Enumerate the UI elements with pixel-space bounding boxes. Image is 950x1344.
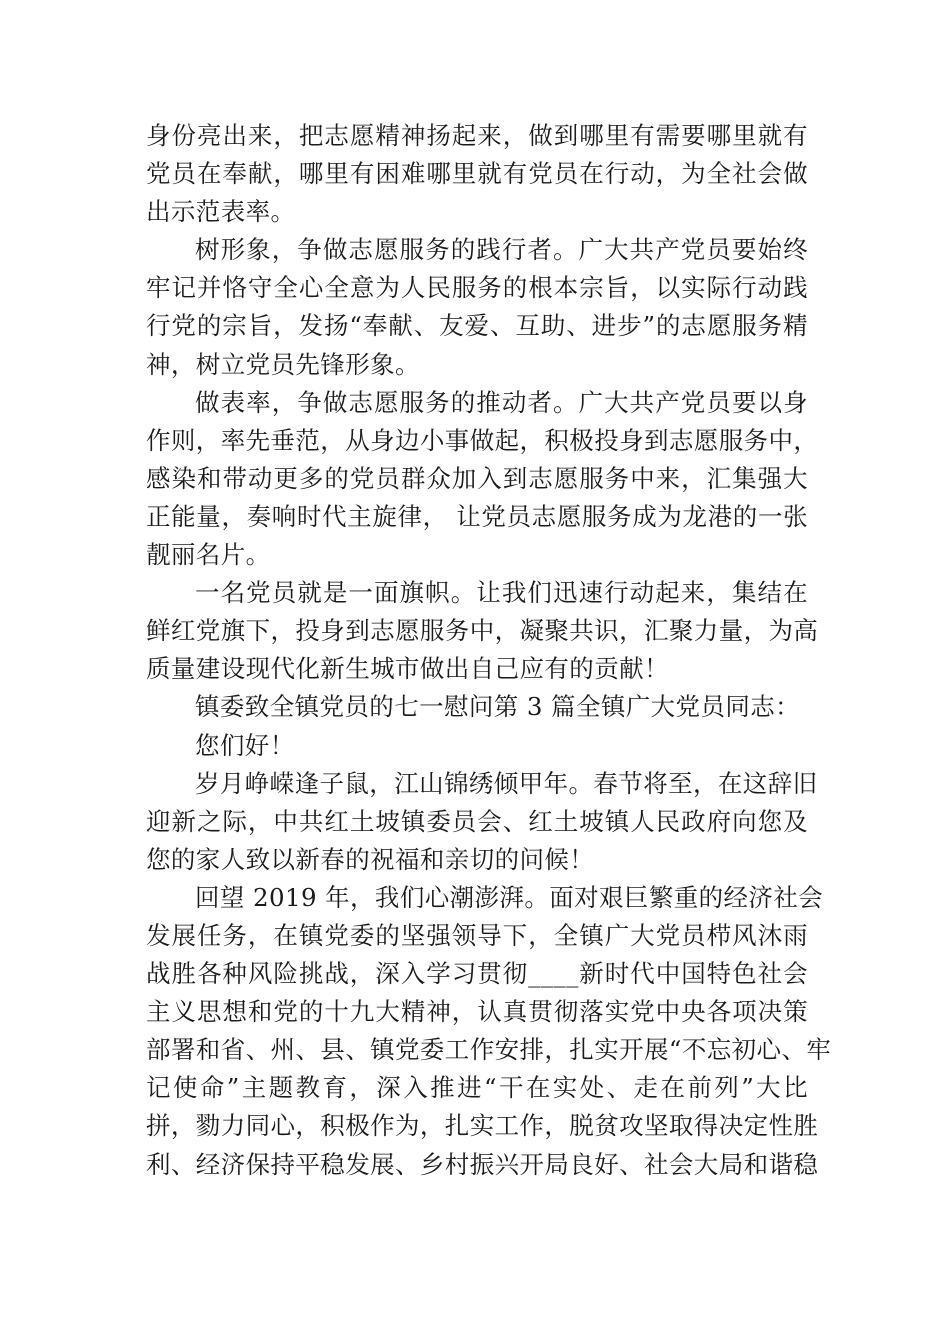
paragraph <box>146 765 818 879</box>
paragraph-line: 树形象，争做志愿服务的践行者。广大共产党员要始终 <box>195 235 808 265</box>
document-body <box>146 117 832 1184</box>
paragraph-line: 利、经济保持平稳发展、乡村振兴开局良好、社会大局和谐稳 <box>146 1149 819 1179</box>
paragraph-line: 岁月峥嵘逢子鼠，江山锦绣倾甲年。春节将至，在这辞旧 <box>195 768 818 798</box>
paragraph-line: 正能量，奏响时代主旋律， 让党员志愿服务成为龙港的一张 <box>146 501 808 531</box>
paragraph-line: 您们好！ <box>195 730 295 760</box>
paragraph-line: 神，树立党员先锋形象。 <box>146 349 420 379</box>
paragraph-line: 行党的宗旨，发扬“奉献、友爱、互助、进步”的志愿服务精 <box>146 311 808 341</box>
paragraph <box>146 117 808 231</box>
paragraph-line: 作则，率先垂范，从身边小事做起，积极投身到志愿服务中， <box>146 425 819 455</box>
paragraph-line: 出示范表率。 <box>146 197 296 227</box>
paragraph-line: 党员在奉献，哪里有困难哪里就有党员在行动，为全社会做 <box>146 159 808 189</box>
paragraph-line: 迎新之际，中共红土坡镇委员会、红土坡镇人民政府向您及 <box>146 806 808 836</box>
paragraph-line: 发展任务，在镇党委的坚强领导下，全镇广大党员栉风沐雨 <box>146 920 808 950</box>
paragraph-line: 您的家人致以新春的祝福和亲切的问候！ <box>146 844 595 874</box>
paragraph <box>146 574 819 688</box>
paragraph <box>146 231 808 383</box>
paragraph-line: 战胜各种风险挑战，深入学习贯彻____新时代中国特色社会 <box>146 959 808 989</box>
paragraph <box>146 879 832 1184</box>
paragraph-line: 牢记并恪守全心全意为人民服务的根本宗旨，以实际行动践 <box>146 273 808 303</box>
paragraph-line: 质量建设现代化新生城市做出自己应有的贡献！ <box>146 654 669 684</box>
paragraph-line: 部署和省、州、县、镇党委工作安排，扎实开展“不忘初心、牢 <box>146 1035 832 1065</box>
paragraph-line: 做表率，争做志愿服务的推动者。广大共产党员要以身 <box>195 387 808 417</box>
paragraph-line: 主义思想和党的十九大精神，认真贯彻落实党中央各项决策 <box>146 997 808 1027</box>
paragraph <box>146 688 808 726</box>
paragraph-line: 拼，勠力同心，积极作为，扎实工作，脱贫攻坚取得决定性胜 <box>146 1111 819 1141</box>
paragraph <box>146 727 808 765</box>
paragraph-line: 回望 2019 年，我们心潮澎湃。面对艰巨繁重的经济社会 <box>195 882 824 912</box>
paragraph <box>146 384 819 574</box>
paragraph-line: 靓丽名片。 <box>146 540 271 570</box>
paragraph-line: 身份亮出来，把志愿精神扬起来，做到哪里有需要哪里就有 <box>146 121 808 150</box>
paragraph-line: 记使命”主题教育，深入推进“干在实处、走在前列”大比 <box>146 1073 808 1103</box>
paragraph-line: 一名党员就是一面旗帜。让我们迅速行动起来，集结在 <box>195 578 808 608</box>
paragraph-line: 感染和带动更多的党员群众加入到志愿服务中来，汇集强大 <box>146 463 808 493</box>
paragraph-line: 镇委致全镇党员的七一慰问第 3 篇全镇广大党员同志： <box>195 692 801 722</box>
paragraph-line: 鲜红党旗下，投身到志愿服务中，凝聚共识，汇聚力量，为高 <box>146 616 819 646</box>
